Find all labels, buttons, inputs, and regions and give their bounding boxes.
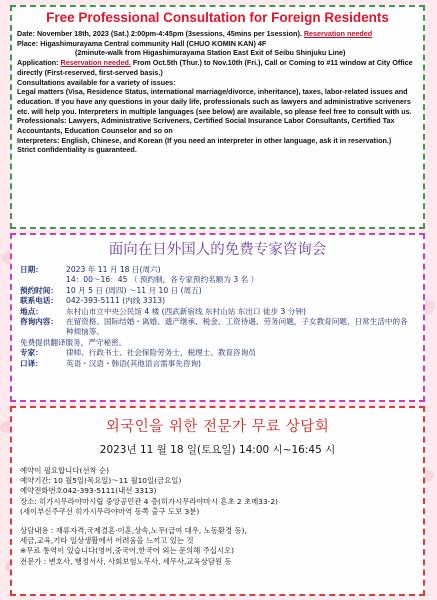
info-row-value: 东村山市立中央公民馆 4 楼 (西武新宿线 东村山站 东出口 徒步 3 分钟) [66,306,306,316]
korean-line: (세이부신주쿠선 히가시무라야마역 동쪽 출구 도보 3분) [20,506,200,516]
korean-section [10,406,425,596]
place-line: Place: Higashimurayama Central community Hall (CHUO KOMIN KAN) 4F [17,38,267,48]
info-row-value: 2023 年 11 月 18 日(周六) [66,265,161,274]
application-line: Application: Reservation needed. From Oct.5th (Thur.) to Nov.10th (Fri.), Call or Coming to #11 window at City Office directly (First-reserved, first-served basis.) [17,58,413,77]
info-row [20,296,415,306]
professionals-line: Professionals: Lawyers, Administrative Scriveners, Certified Social Insurance Labor Consultants, Certified Tax Accountants, Education Counselor and so on [17,116,395,136]
info-row-key [20,275,66,285]
info-row-key: 口译： [20,358,43,368]
info-row-key: 预约时间： [20,285,58,295]
info-row [20,317,415,338]
info-row [20,275,415,285]
chinese-note: 免费提供翻译服务，严守秘密。 [20,337,127,347]
korean-line: 예약이 필요합니다(선착 순) [20,466,109,475]
info-row [20,286,415,296]
info-row-value: 042-393-5111 (内线 3313) [66,296,166,306]
info-row-key: 联系电话： [20,296,58,306]
info-row-value: 在留资格、国际结婚・离婚、遗产继承、税金、工资待遇、劳务问题，子女教育问题，日常生活中的各种烦恼等。 [66,317,408,337]
info-row-key: 咨询内容： [20,317,58,327]
confidentiality-line: Strict confidentiality is guaranteed. [17,145,137,155]
date-line: Date: November 18th, 2023 (Sat.) 2:00pm-4:45pm (3sessions, 45mins per 1session). Reservation needed [17,29,373,38]
chinese-rows-2 [20,348,415,369]
info-row-value: 英语・汉语・韩语(其他语言需事先咨询) [66,358,202,368]
info-row-value: 10 月 5 日 (周四) ～11 月 10 日 (周五) [66,285,202,295]
consultations-heading: Consultations available for a variety of issues: [17,77,176,87]
info-row [20,307,415,317]
korean-line: 전문가 : 변호사, 행정서사, 사회보험노무사, 세무사,교육상담원 등 [20,556,232,566]
korean-line: 예약전화번호042-393-5111(내선 3313) [20,486,157,496]
korean-lines-2 [20,526,415,567]
english-title: Free Professional Consultation for Foreign Residents [46,10,389,25]
info-row-key: 专家： [20,348,43,358]
info-row-key: 日期： [20,265,43,274]
korean-date: 2023년 11 월 18 일(토요일) 14:00 시~16:45 시 [99,444,336,456]
info-row-key: 地点： [20,306,43,316]
korean-line: ※무료 통역이 있습니다(영어,중국어,한국어 외는 문의해 주십시오) [20,546,235,556]
interpreters-line: Interpreters: English, Chinese, and Korean (If you need an interpreter in other language, ask it in reservation.) [17,135,392,145]
chinese-title: 面向在日外国人的免费专家咨询会 [108,242,327,258]
place-walk: (2minute-walk from Higashimurayama Station East Exit of Seibu Shinjuku Line) [75,48,346,58]
korean-line: 장소: 히가시무라야마시립 중앙공민관 4 층(히가시무라야마시 혼초 2 초메33-2) [20,496,278,506]
korean-line: 예약기간: 10 월5일(목요일)～11 월10일(금요일) [20,476,182,486]
info-row [20,348,415,358]
info-row [20,359,415,369]
korean-line: 세금,교육,기타 일상생활에서 어려움을 느끼고 있는 것 [20,536,194,546]
info-row [20,265,415,275]
korean-line: 상담내용 : 재류자격,국제결혼·이혼,상속,노무(급여 대우, 노동환경 등), [20,526,247,536]
english-section [10,5,425,229]
info-row-value: 14：00～16：45 （ 预约制，各专家预约名额为 3 名 ） [66,275,259,285]
korean-lines [20,466,415,517]
info-row-value: 律师、行政书士、社会保险劳务士，税理士、教育咨询员 [66,348,256,358]
reservation-needed: Reservation needed [303,29,373,38]
chinese-section [10,233,425,402]
korean-title: 외국인을 위한 전문가 무료 상담회 [105,419,330,435]
issues-text: Legal matters (Visa, Residence Status, international marriage/divorce, inheritance), taxes, labor-related issues and education. If you have any questions in your daily life, professionals such as lawyers and administrative scriveners etc. will help you. Interpreters in multiple languages (see below) are available, so please feel free to consult with us. [17,87,412,116]
chinese-rows [20,265,415,338]
